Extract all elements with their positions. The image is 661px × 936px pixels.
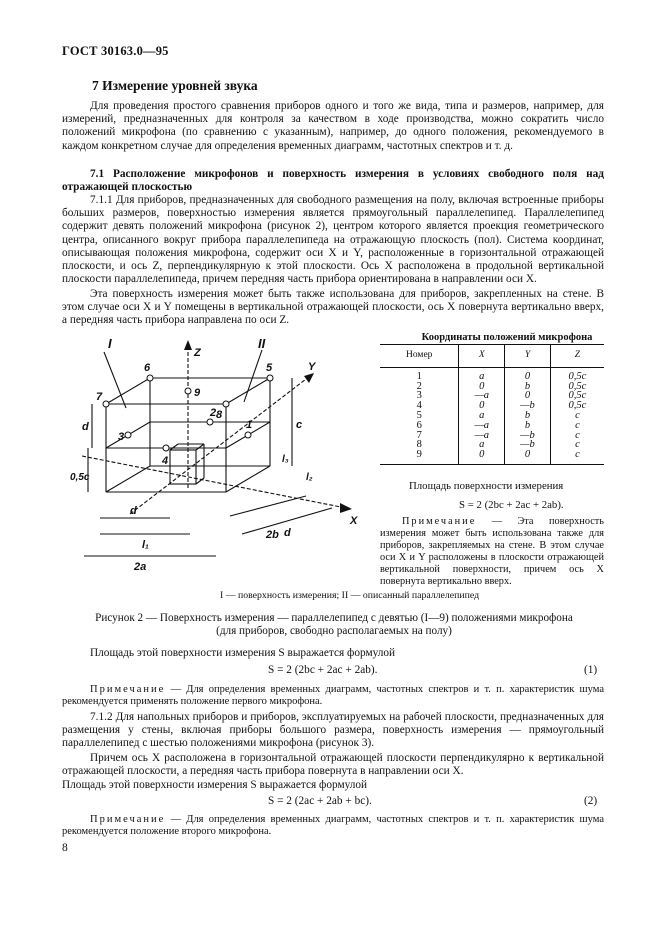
paragraph-7-1-1-text: 7.1.1 Для приборов, предназначенных для свободного размещения на полу, включая встроенные приборы больших размеров, поверхностью измерения является прямоугольный параллелепипед. Параллелепипед содержит девять положений микрофона (рисунок 2), центром которого является проекция геометрического центра, описанного вокруг прибора параллелепипеда на отражающую плоскость (пол). Система координат, описывающая положения микрофона, содержит оси X и Y, расположенные в горизонтальной отражающей плоскости, и ось Z, перпендикулярную к этой плоскости. Ось X расположена в продольной вертикальной плоскости параллелепипеда, причем передняя часть прибора ориентирована в направлении оси X. [62,194,604,286]
figure-caption [74,612,594,638]
label-d-right: d [284,527,291,539]
formula2-intro-line: Площадь этой поверхности измерения S выражается формулой [62,779,368,791]
coord-table-body [380,367,604,464]
coord-cell-y: 0 [505,367,551,381]
x-arrow-icon [340,503,352,513]
coord-cell-y: b [505,382,551,392]
intro-text: Для проведения простого сравнения приборов одного и того же вида, типа и размеров, например, для измерений, предназначенных для контроля за качеством в ходе производства, можно сократить число положений микрофона (по сравнению с указанным), например, до одного положения, рекомендуемого в каждом конкретном случае для определения временных диаграмм, частотных спектров и т. д. [62,100,604,152]
label-d-left: d [82,421,89,433]
mic-position-2 [207,419,213,425]
label-axis-x: X [350,515,358,527]
mic-position-9 [185,388,191,394]
coord-cell-y: b [505,411,551,421]
label-axis-z: Z [194,347,201,359]
coord-table-header [380,345,604,368]
coord-cell-y: —b [505,440,551,450]
col-header-z: Z [550,345,604,368]
dim-d-right [230,496,306,516]
edge [226,466,270,492]
coord-table-row [380,450,604,464]
coord-cell-number: 7 [416,429,422,441]
formula-1-number: (1) [584,664,598,676]
coord-cell-number: 9 [380,450,459,464]
label-l2: l₂ [306,472,313,483]
coord-cell-z: c [550,440,604,450]
area-formula: S = 2 (2bc + 2ac + 2ab). [459,499,564,511]
coord-cell-x: —a [459,391,505,401]
device-box-front [170,450,196,484]
col-header-number: Номер [380,345,459,368]
coord-table-row [380,431,604,441]
coord-cell-x: 0 [459,401,505,411]
label-d-bottom: d [130,505,137,517]
coord-cell-z: c [550,411,604,421]
coord-cell-x: —a [459,431,505,441]
intro-paragraph [62,100,604,153]
coord-cell-y: —b [505,401,551,411]
mic-position-8 [223,401,229,407]
side-note [380,516,604,587]
note-1-text: — Для определения временных диаграмм, частотных спектров и т. п. характеристик шума рекомендуется применять положение первого микрофона. [62,684,604,708]
note-1 [62,684,604,709]
coord-cell-z: 0,5c [550,382,604,392]
paragraph-7-1-2-text: 7.1.2 Для напольных приборов и приборов, эксплуатируемых на рабочей плоскости, предназначенных для размещения у стены, включая приборы большого размера, поверхность измерения — прямоугольный параллелепипед с шестью положениями микрофона (рисунок 3). [62,711,604,750]
mic-position-5 [267,375,273,381]
col-header-y: Y [505,345,551,368]
label-2b: 2b [266,529,279,541]
y-axis [130,376,310,514]
coord-table-row [380,421,604,431]
mic-position-4 [163,445,169,451]
paragraph-axis-text: Причем ось X расположена в горизонтальной отражающей плоскости перпендикулярно к вертикальной отражающей плоскости, а передняя часть прибора повернута в направлении оси X. [62,752,604,778]
formula1-intro-text: Площадь этой поверхности измерения S выражается формулой [90,647,396,659]
paragraph-wall [62,288,604,328]
coord-table-title: Координаты положений микрофона [421,332,593,343]
coord-cell-z: 0,5c [550,401,604,411]
col-header-x: X [459,345,505,368]
coord-cell-number: 3 [416,390,422,402]
subsection-7-1-text: 7.1 Расположение микрофонов и поверхность измерения в условиях свободного поля над отражающей плоскостью [62,168,604,194]
formula2-intro [62,766,604,779]
mic-position-3 [125,432,131,438]
label-pos-2: 2 [210,407,217,419]
formula1-intro [62,647,604,660]
label-l3: l₃ [282,454,289,465]
figure-caption-line1: Рисунок 2 — Поверхность измерения — параллелепипед с девятью (I—9) положениями микрофона [95,612,573,624]
parallelepiped-figure [70,338,382,583]
paragraph-7-1-2 [62,711,604,751]
subsection-7-1-heading [62,168,604,194]
coord-cell-number: 5 [416,409,422,421]
edge [196,444,204,450]
label-pos-8: 8 [216,409,223,421]
note-2 [62,814,604,839]
coord-cell-z: 0,5c [550,367,604,381]
page-number: 8 [62,842,68,854]
label-pos-6: 6 [144,362,151,374]
coord-cell-number: 2 [416,380,422,392]
coord-table-row [380,367,604,381]
label-c: c [296,419,303,431]
y-arrow-icon [304,373,314,383]
coord-cell-y: —b [505,431,551,441]
coord-table [380,344,604,465]
label-pos-3: 3 [118,431,125,443]
label-pos-9: 9 [194,387,201,399]
label-2a: 2a [134,561,147,573]
document-header: ГОСТ 30163.0—95 [62,44,169,58]
coord-table-row [380,411,604,421]
note-2-label: Примечание [90,814,166,825]
coord-table-row [380,440,604,450]
leader-line-ii [244,350,262,402]
coord-cell-number: 6 [416,419,422,431]
coord-cell-x: 0 [459,382,505,392]
mic-position-7 [103,401,109,407]
coord-cell-number: 1 [416,370,422,382]
coord-cell-z: 0,5c [550,391,604,401]
note-2-text: — Для определения временных диаграмм, частотных спектров и т. п. характеристик шума рекомендуется положение второго микрофона. [62,814,604,838]
figure-caption-line2: (для приборов, свободно располагаемых на полу) [216,625,452,637]
coord-cell-x: a [459,367,505,381]
label-pos-7: 7 [96,391,103,403]
coord-cell-number: 8 [416,439,422,451]
side-note-text: — Эта поверхность измерения может быть использована также для приборов, закрепляемых на стене. В этом случае оси X и Y расположены в плоскости отражающей вертикальной поверхности, причем ось X повернута вертикально вверх. [380,516,604,587]
coord-cell-x: —a [459,421,505,431]
label-parallelepiped-ii: II [258,336,266,351]
paragraph-wall-text: Эта поверхность измерения может быть также использована для приборов, закрепленных на стене. В этом случае оси X и Y помещены в вертикальной отражающей плоскости, ось X повернута вертикально вверх, а передняя часть прибора направлена по оси Z. [62,288,604,327]
formula-2: S = 2 (2ac + 2ab + bc). [268,795,372,807]
paragraph-7-1-1 [62,194,604,286]
formula-1: S = 2 (2bc + 2ac + 2ab). [268,664,378,676]
coord-cell-y: b [505,421,551,431]
coord-cell-z: c [550,421,604,431]
coord-cell-y: 0 [505,391,551,401]
edge [106,466,150,492]
coord-cell-x: 0 [459,450,505,464]
coord-cell-y: 0 [505,450,551,464]
label-pos-4: 4 [162,455,169,467]
label-l1: l₁ [142,539,149,551]
area-label: Площадь поверхности измерения [409,480,564,492]
figure-legend: I — поверхность измерения; II — описанный параллелепипед [220,590,480,601]
mic-position-6 [147,375,153,381]
edge [170,444,178,450]
side-note-label: Примечание [402,516,477,527]
leader-line-i [104,352,126,408]
z-arrow-icon [184,340,192,350]
label-pos-5: 5 [266,362,273,374]
coord-cell-z: c [550,431,604,441]
mic-position-1 [245,432,251,438]
label-axis-y: Y [308,361,316,373]
label-half-c: 0,5c [70,472,90,483]
coord-cell-x: a [459,411,505,421]
coord-table-row [380,401,604,411]
label-surface-i: I [108,336,112,351]
coord-cell-z: c [550,450,604,464]
coord-cell-number: 4 [416,400,422,412]
edge [106,378,150,404]
note-1-label: Примечание [90,684,166,695]
formula-2-number: (2) [584,795,598,807]
label-pos-1: 1 [246,419,253,431]
coord-cell-x: a [459,440,505,450]
section-title: 7 Измерение уровней звука [92,78,258,93]
